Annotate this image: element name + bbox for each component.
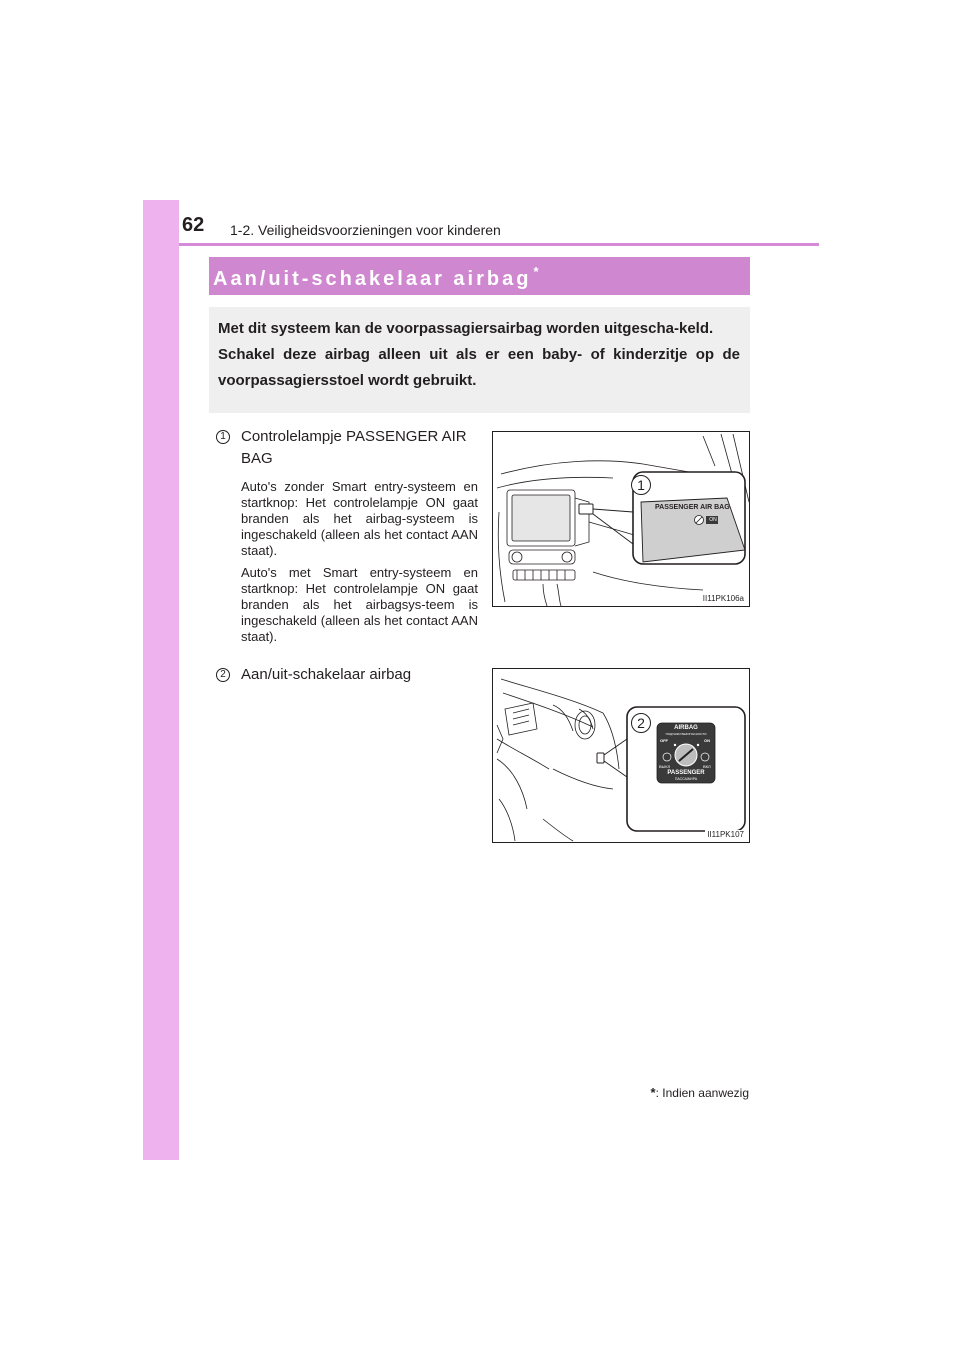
off-label: OFF bbox=[660, 738, 668, 743]
on-label: ON bbox=[704, 738, 710, 743]
heading-title-text: Aan/uit-schakelaar airbag bbox=[213, 268, 532, 290]
item-title: Controlelampje PASSENGER AIR BAG bbox=[241, 428, 467, 467]
heading-bar bbox=[209, 257, 750, 295]
item-description: Auto's zonder Smart entry-systeem en startknop: Het controlelampje ON gaat branden als het airbag-systeem is ingeschakeld (alleen als het contact AAN staat). bbox=[241, 479, 478, 558]
item-number-badge: 1 bbox=[216, 430, 230, 444]
item-number-badge: 2 bbox=[216, 668, 230, 682]
figure-code: II11PK106a bbox=[702, 594, 744, 603]
figure-airbag-switch bbox=[492, 668, 750, 843]
dashboard-side-illustration bbox=[493, 669, 749, 842]
panel-label: PASSENGER AIR BAG bbox=[655, 504, 730, 511]
page-number: 62 bbox=[182, 214, 205, 236]
intro-paragraph: Met dit systeem kan de voorpassagiersairbag worden uitgescha-keld. bbox=[218, 320, 714, 337]
footnote bbox=[627, 1085, 749, 1100]
figure-code: II11PK107 bbox=[707, 830, 744, 839]
section-title: 1-2. Veiligheidsvoorzieningen voor kinderen bbox=[230, 222, 501, 238]
off-label-ru: ВЫКЛ bbox=[659, 764, 671, 769]
callout-number: 1 bbox=[631, 475, 651, 495]
chapter-side-band bbox=[143, 200, 179, 1160]
intro-box bbox=[209, 307, 750, 413]
passenger-label-ru: ПАССАЖИРА bbox=[674, 777, 698, 781]
on-label-ru: ВКЛ bbox=[703, 764, 711, 769]
item-description: Auto's met Smart entry-systeem en startknop: Het controlelampje ON gaat branden als het airbagsys-teem is ingeschakeld (alleen als het contact AAN staat). bbox=[241, 565, 478, 644]
item-1 bbox=[216, 426, 478, 645]
item-title: Aan/uit-schakelaar airbag bbox=[241, 666, 412, 683]
footnote-text: : Indien aanwezig bbox=[655, 1086, 749, 1100]
switch-subtitle: ПОДУШКИ БЕЗОПАСНОСТИ bbox=[665, 732, 707, 736]
item-2 bbox=[216, 664, 478, 686]
footnote-marker-icon: * bbox=[650, 1085, 656, 1100]
callout-number: 2 bbox=[631, 713, 651, 733]
figure-passenger-airbag-indicator bbox=[492, 431, 750, 607]
switch-title: AIRBAG bbox=[674, 725, 698, 731]
intro-paragraph: Schakel deze airbag alleen uit als er een baby- of kinderzitje op de voorpassagiersstoel wordt gebruikt. bbox=[218, 346, 740, 389]
optional-marker-icon: * bbox=[533, 264, 539, 279]
indicator-label: ON bbox=[709, 517, 717, 523]
heading-title bbox=[213, 264, 539, 291]
passenger-label: PASSENGER bbox=[667, 770, 705, 776]
header-rule bbox=[179, 243, 819, 246]
